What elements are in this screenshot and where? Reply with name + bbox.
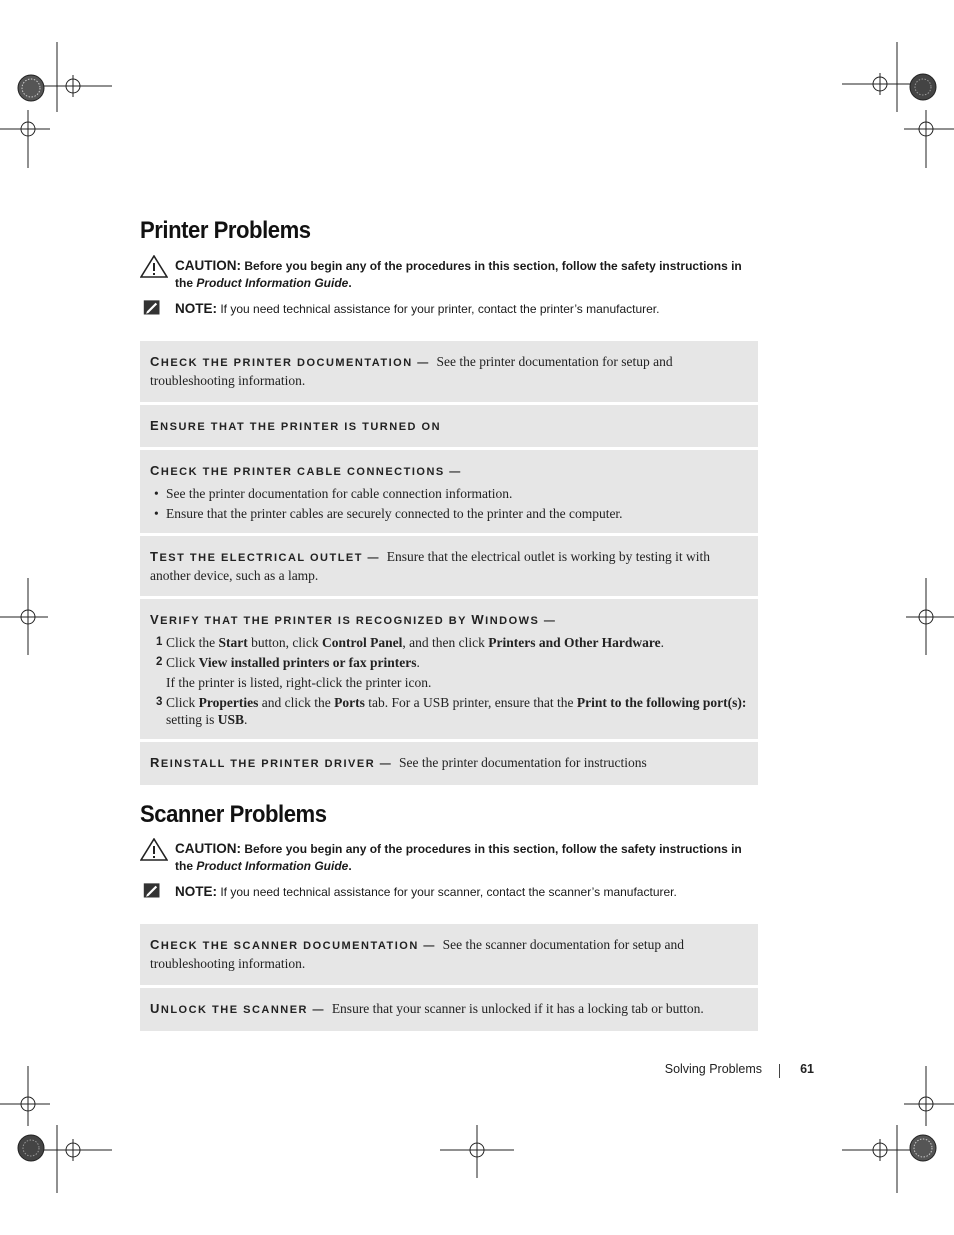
caution-text: Before you begin any of the procedures in this section, follow the safety instructions in the	[175, 259, 742, 290]
caution-end: .	[348, 276, 352, 290]
windows-steps	[150, 634, 748, 728]
list-item: 2 Click View installed printers or fax printers.	[156, 655, 420, 670]
box-text: Ensure that your scanner is unlocked if it has a locking tab or button.	[331, 1001, 704, 1016]
caution-triangle-icon	[140, 255, 168, 279]
list-item: • Ensure that the printer cables are securely connected to the printer and the computer.	[150, 505, 748, 522]
ensure-printer-on-box	[140, 405, 758, 447]
verify-printer-recognized-box	[140, 599, 758, 739]
list-item: • See the printer documentation for cable connection information.	[150, 485, 748, 502]
list-item: 1 Click the Start button, click Control Panel, and then click Printers and Other Hardware.	[156, 635, 664, 650]
unlock-scanner-box	[140, 988, 758, 1031]
test-electrical-outlet-box	[140, 536, 758, 596]
box-heading: ENSURE THAT THE PRINTER IS TURNED ON	[150, 418, 442, 433]
step-subtext: If the printer is listed, right-click the printer icon.	[166, 675, 432, 690]
caution-label: CAUTION:	[175, 841, 241, 856]
note-pencil-icon	[143, 299, 165, 319]
box-heading: CHECK THE SCANNER DOCUMENTATION —	[150, 937, 436, 952]
caution-triangle-icon	[140, 838, 168, 862]
note-label: NOTE:	[175, 884, 217, 899]
check-printer-documentation-box	[140, 341, 758, 402]
box-text: See the printer documentation for instructions	[398, 755, 647, 770]
reinstall-printer-driver-box	[140, 742, 758, 785]
printer-problems-heading: Printer Problems	[140, 217, 311, 244]
footer-divider	[779, 1064, 780, 1078]
note-text: If you need technical assistance for your scanner, contact the scanner’s manufacturer.	[220, 885, 677, 899]
check-scanner-documentation-box	[140, 924, 758, 985]
box-heading: UNLOCK THE SCANNER —	[150, 1001, 326, 1016]
box-text: See the scanner documentation for setup and troubleshooting information.	[150, 937, 684, 971]
box-text: See the printer documentation for setup and troubleshooting information.	[150, 354, 673, 388]
box-heading: CHECK THE PRINTER DOCUMENTATION —	[150, 354, 430, 369]
footer-section-title: Solving Problems	[664, 1062, 762, 1076]
box-heading: CHECK THE PRINTER CABLE CONNECTIONS —	[150, 463, 462, 478]
list-item: 3 Click Properties and click the Ports tab. For a USB printer, ensure that the Print to the following port(s): setting is USB.	[156, 695, 747, 727]
box-heading: VERIFY THAT THE PRINTER IS RECOGNIZED BY WINDOWS —	[150, 612, 557, 627]
note-pencil-icon	[143, 882, 165, 902]
check-cable-connections-box	[140, 450, 758, 533]
cable-bullet-list	[150, 485, 748, 522]
caution-reference: Product Information Guide	[196, 859, 349, 873]
scanner-problems-heading: Scanner Problems	[140, 801, 327, 828]
box-heading: REINSTALL THE PRINTER DRIVER —	[150, 755, 393, 770]
box-text: Ensure that the electrical outlet is working by testing it with another device, such as a lamp.	[150, 549, 710, 583]
caution-end: .	[348, 859, 352, 873]
caution-label: CAUTION:	[175, 258, 241, 273]
box-heading: TEST THE ELECTRICAL OUTLET —	[150, 549, 381, 564]
note-text: If you need technical assistance for your printer, contact the printer’s manufacturer.	[220, 302, 660, 316]
page-number: 61	[800, 1062, 814, 1076]
caution-reference: Product Information Guide	[196, 276, 349, 290]
note-label: NOTE:	[175, 301, 217, 316]
caution-text: Before you begin any of the procedures in this section, follow the safety instructions in the	[175, 842, 742, 873]
